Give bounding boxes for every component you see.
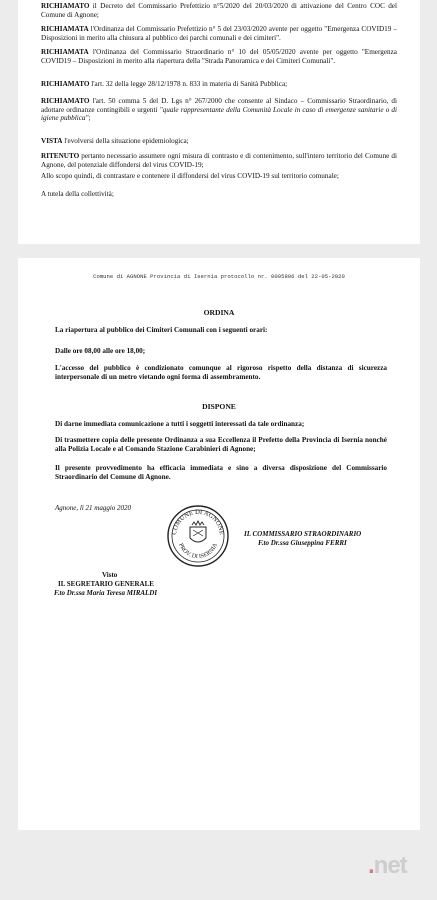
segretario-role: IL SEGRETARIO GENERALE: [58, 580, 154, 588]
document-page-1: [18, 0, 420, 244]
svg-text:COMUNE DI AGNONE: COMUNE DI AGNONE: [170, 508, 226, 536]
dispone-line: Il presente provvedimento ha efficacia immediata e sino a diversa disposizione del Commissario Straordinario del Comune di Agnone.: [55, 464, 387, 481]
visto-label: Visto: [102, 571, 118, 579]
paragraph: RICHIAMATA l'Ordinanza del Commissario Prefettizio n° 5 del 23/03/2020 avente per oggetto "Emergenza COVID19 –Disposizioni in merito alla chiusura al pubblico dei parchi comunali e dei cimiteri".: [41, 25, 397, 42]
paragraph: RICHIAMATO l'art. 50 comma 5 del D. Lgs n° 267/2000 che consente al Sindaco – Commissario Straordinario, di adottare ordinanze contingibili e urgenti "quale rappresentante della Comunità Locale in caso di emergenze sanitarie o di igiene pubblica";: [41, 97, 397, 123]
svg-text:PROV. DI ISERNIA: PROV. DI ISERNIA: [177, 542, 219, 561]
municipal-seal-icon: [166, 504, 230, 568]
commissario-name: F.to Dr.ssa Giuseppina FERRI: [258, 539, 347, 547]
paragraph: RICHIAMATA l'Ordinanza del Commissario Straordinario n° 10 del 05/05/2020 avente per oggetto "Emergenza COVID19 – Disposizioni in merito alla riapertura della "Strada Panoramica e dei Cimiteri Comunali".: [41, 48, 397, 65]
ordina-line: La riapertura al pubblico dei Cimiteri Comunali con i seguenti orari:: [55, 326, 268, 334]
ordina-line: Dalle ore 08,00 alle ore 18,00;: [55, 347, 146, 355]
paragraph: RICHIAMATO l'art. 32 della legge 28/12/1978 n. 833 in materia di Sanità Pubblica;: [41, 80, 288, 88]
watermark-logo: .net: [368, 852, 407, 879]
document-page-2: [18, 258, 420, 830]
dispone-line: Di trasmettere copia delle presente Ordinanza a sua Eccellenza il Prefetto della Provincia di Isernia nonché alla Polizia Locale e al Comando Stazione Carabinieri di Agnone;: [55, 436, 387, 453]
paragraph: RICHIAMATO il Decreto del Commissario Prefettizio n°5/2020 del 20/03/2020 di attivazione del Centro COC del Comune di Agnone;: [41, 2, 397, 19]
dispone-title: DISPONE: [202, 402, 236, 411]
dispone-line: Di darne immediata comunicazione a tutti i soggetti interessati da tale ordinanza;: [55, 420, 305, 428]
paragraph: Allo scopo quindi, di contrastare e contenere il diffondersi del virus COVID-19 sul territorio comunale;: [41, 172, 339, 180]
paragraph: A tutela della collettività;: [41, 190, 114, 198]
paragraph: RITENUTO pertanto necessario assumere ogni misura di contrasto e di contenimento, sull'intero territorio del Comune di Agnone, del potenziale diffondersi del virus COVID-19;: [41, 152, 397, 169]
paragraph: VISTA l'evolversi della situazione epidemiologica;: [41, 137, 189, 145]
segretario-name: F.to Dr.ssa Maria Teresa MIRALDI: [54, 589, 158, 597]
commissario-role: IL COMMISSARIO STRAORDINARIO: [244, 530, 362, 538]
protocol-header: Comune di AGNONE Provincia di Isernia protocollo nr. 0005806 del 22-05-2020: [93, 273, 345, 280]
ordina-title: ORDINA: [203, 308, 235, 317]
place-date: Agnone, lì 21 maggio 2020: [55, 504, 132, 512]
ordina-line: L'accesso del pubblico è condizionato comunque al rigoroso rispetto della distanza di sicurezza interpersonale di un metro vietando ogni forma di assembramento.: [55, 364, 387, 381]
